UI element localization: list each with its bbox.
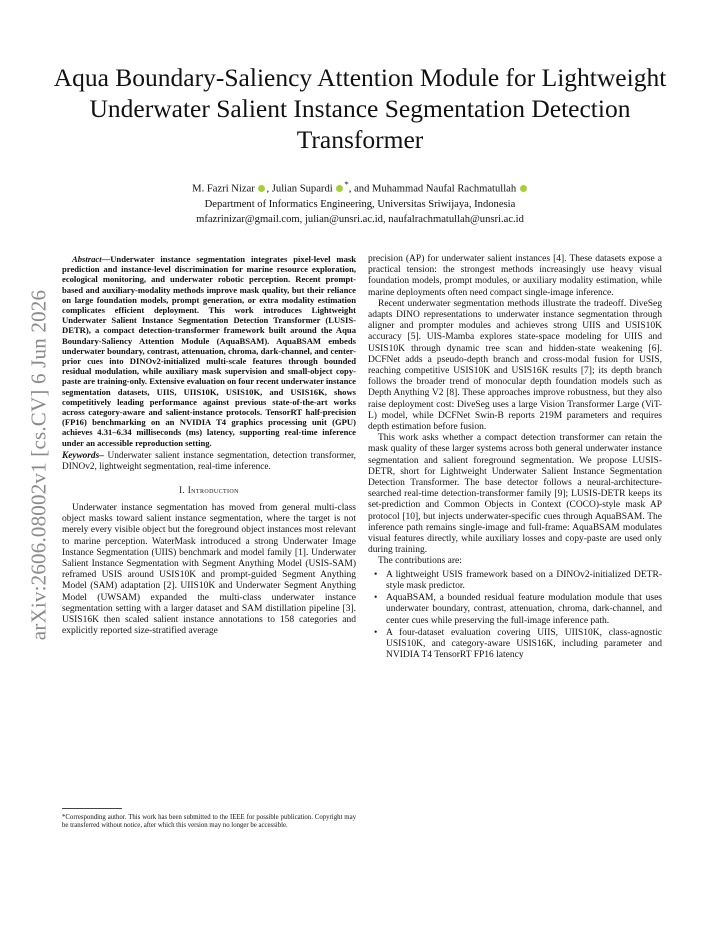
intro-paragraph: Underwater instance segmentation has moved from general multi-class object masks toward salient instance segmentation, where the target is not merely every visible object but the foreground object instances most relevant to marine perception. WaterMask introduced a strong Underwater Image Instance Segmentation (UIIS) benchmark and model family [1]. Underwater Salient Instance Segmentation with Segment Anything Model (USIS-SAM) reframed USIS around USIS10K and prompt-guided Segment Anything Model (SAM) adaptation [2]. UIIS10K and Underwater Segment Anything Model (UWSAM) expanded the multi-class underwater instance segmentation setting with a larger dataset and SAM distillation pipeline [3]. USIS16K then scaled salient instance annotations to 158 categories and explicitly reported size-stratified average: [62, 503, 356, 637]
author-name: Julian Supardi: [271, 183, 333, 195]
corresponding-mark: *: [344, 179, 349, 189]
footnote: *Corresponding author. This work has been submitted to the IEEE for possible publication. Copyright may be transferred without notice, after which this version may no longer be accessible.: [62, 814, 356, 829]
arxiv-id[interactable]: arXiv:2606.08002v1 [cs.CV] 6 Jun 2026: [26, 289, 51, 641]
contributions-intro: The contributions are:: [378, 556, 462, 567]
orcid-icon[interactable]: [258, 185, 265, 192]
author-conjunction: , and: [348, 183, 370, 195]
arxiv-stamp: [26, 260, 52, 670]
list-item: • AquaBSAM, a bounded residual feature modulation module that uses underwater boundary, contrast, attenuation, chroma, dark-channel, and center cues while preserving the full-image inference path.: [368, 593, 662, 627]
author-name: Muhammad Naufal Rachmatullah: [372, 183, 517, 195]
keywords-text: Underwater salient instance segmentation, detection transformer, DINOv2, lightweight segmentation, real-time inference.: [62, 450, 356, 472]
contributions-list: [368, 570, 662, 662]
paper-title: Aqua Boundary-Saliency Attention Module for Lightweight Underwater Salient Instance Segmentation Detection Transformer: [53, 63, 667, 154]
section-heading-introduction: I. Introduction: [179, 484, 239, 495]
orcid-icon[interactable]: [336, 185, 343, 192]
abstract-label: Abstract: [72, 254, 102, 264]
body-paragraph: Recent underwater segmentation methods illustrate the tradeoff. DiveSeg adapts DINO representations to underwater instance segmentation through aligner and prompter modules and achieves strong UIIS and USIS10K accuracy [5]. UIS-Mamba explores state-space modeling for UIIS and USIS10K through dynamic tree scan and hidden-state weakening [6]. DCFNet adds a pseudo-depth branch and cross-modal fusion for USIS, reaching competitive USIS10K and USIS16K results [7]; its depth branch follows the broader trend of monocular depth foundation models such as Depth Anything V2 [8]. These approaches improve robustness, but they also raise deployment cost: DiveSeg uses a large Vision Transformer Large (ViT-L) model, while DCFNet Swin-B reports 219M parameters and requires depth estimation before fusion.: [368, 298, 662, 433]
orcid-icon[interactable]: [520, 185, 527, 192]
list-item: • A lightweight USIS framework based on a DINOv2-initialized DETR-style mask predictor.: [368, 570, 662, 592]
list-item: • A four-dataset evaluation covering UIIS, UIIS10K, class-agnostic USIS10K, and category-aware USIS16K, including parameter and NVIDIA T4 TensorRT FP16 latency: [368, 628, 662, 662]
right-column: [368, 254, 662, 662]
keywords: [62, 451, 356, 473]
body-paragraph: This work asks whether a compact detection transformer can retain the mask quality of these larger systems across both general underwater instance segmentation and salient foreground segmentation. We propose LUSIS-DETR, short for Lightweight Underwater Salient Instance Segmentation Detection Transformer. The base detector follows a neural-architecture-searched real-time detection-transformer family [9]; LUSIS-DETR keeps its set-prediction and Common Objects in Context (COCO)-style mask AP protocol [10], but injects underwater-specific cues through AquaBSAM. The inference path remains single-image and full-frame: AquaBSAM modulates visual features directly, while auxiliary losses and copy-paste are used only during training.: [368, 433, 662, 556]
left-column: [62, 254, 356, 638]
author-line: M. Fazri Nizar , Julian Supardi *, and Muhammad Naufal Rachmatullah: [40, 177, 680, 197]
author-emails[interactable]: mfazrinizar@gmail.com, julian@unsri.ac.id, naufalrachmatullah@unsri.ac.id: [196, 213, 524, 225]
affiliation: Department of Informatics Engineering, Universitas Sriwijaya, Indonesia: [204, 198, 516, 210]
body-paragraph: precision (AP) for underwater salient instances [4]. These datasets expose a practical tension: the strongest methods increasingly use heavy visual foundation models, prompt modules, or auxiliary modality estimation, while marine deployments often need compact single-image inference.: [368, 254, 662, 298]
author-block: [40, 177, 680, 227]
keywords-label: Keywords–: [62, 450, 104, 461]
abstract: [62, 254, 356, 448]
abstract-text: —Underwater instance segmentation integrates pixel-level mask prediction and instance-level discrimination for marine resource exploration, ecological monitoring, and underwater robotic perception. Recent prompt-based and auxiliary-modality methods improve mask quality, but their reliance on large foundation models, prompt generation, or extra modality estimation complicates efficient deployment. This work introduces Lightweight Underwater Salient Instance Segmentation Detection Transformer (LUSIS-DETR), a compact detection-transformer framework built around the Aqua Boundary-Saliency Attention Module (AquaBSAM). AquaBSAM embeds underwater boundary, contrast, attenuation, chroma, dark-channel, and center-prior cues into DINOv2-initialized multi-scale features through bounded residual modulation, while auxiliary mask supervision and small-object copy-paste are training-only. Extensive evaluation on four recent underwater instance segmentation datasets, UIIS, UIIS10K, USIS10K, and USIS16K, shows competitively leading performance against previous state-of-the-art works across category-aware and salient-instance protocols. TensorRT half-precision (FP16) benchmarking on an NVIDIA T4 graphics processing unit (GPU) achieves 4.31–6.34 milliseconds (ms) latency, supporting real-time inference under an accessible reproduction setting.: [62, 254, 356, 448]
author-name: M. Fazri Nizar: [192, 183, 255, 195]
footnote-rule: [62, 808, 122, 809]
